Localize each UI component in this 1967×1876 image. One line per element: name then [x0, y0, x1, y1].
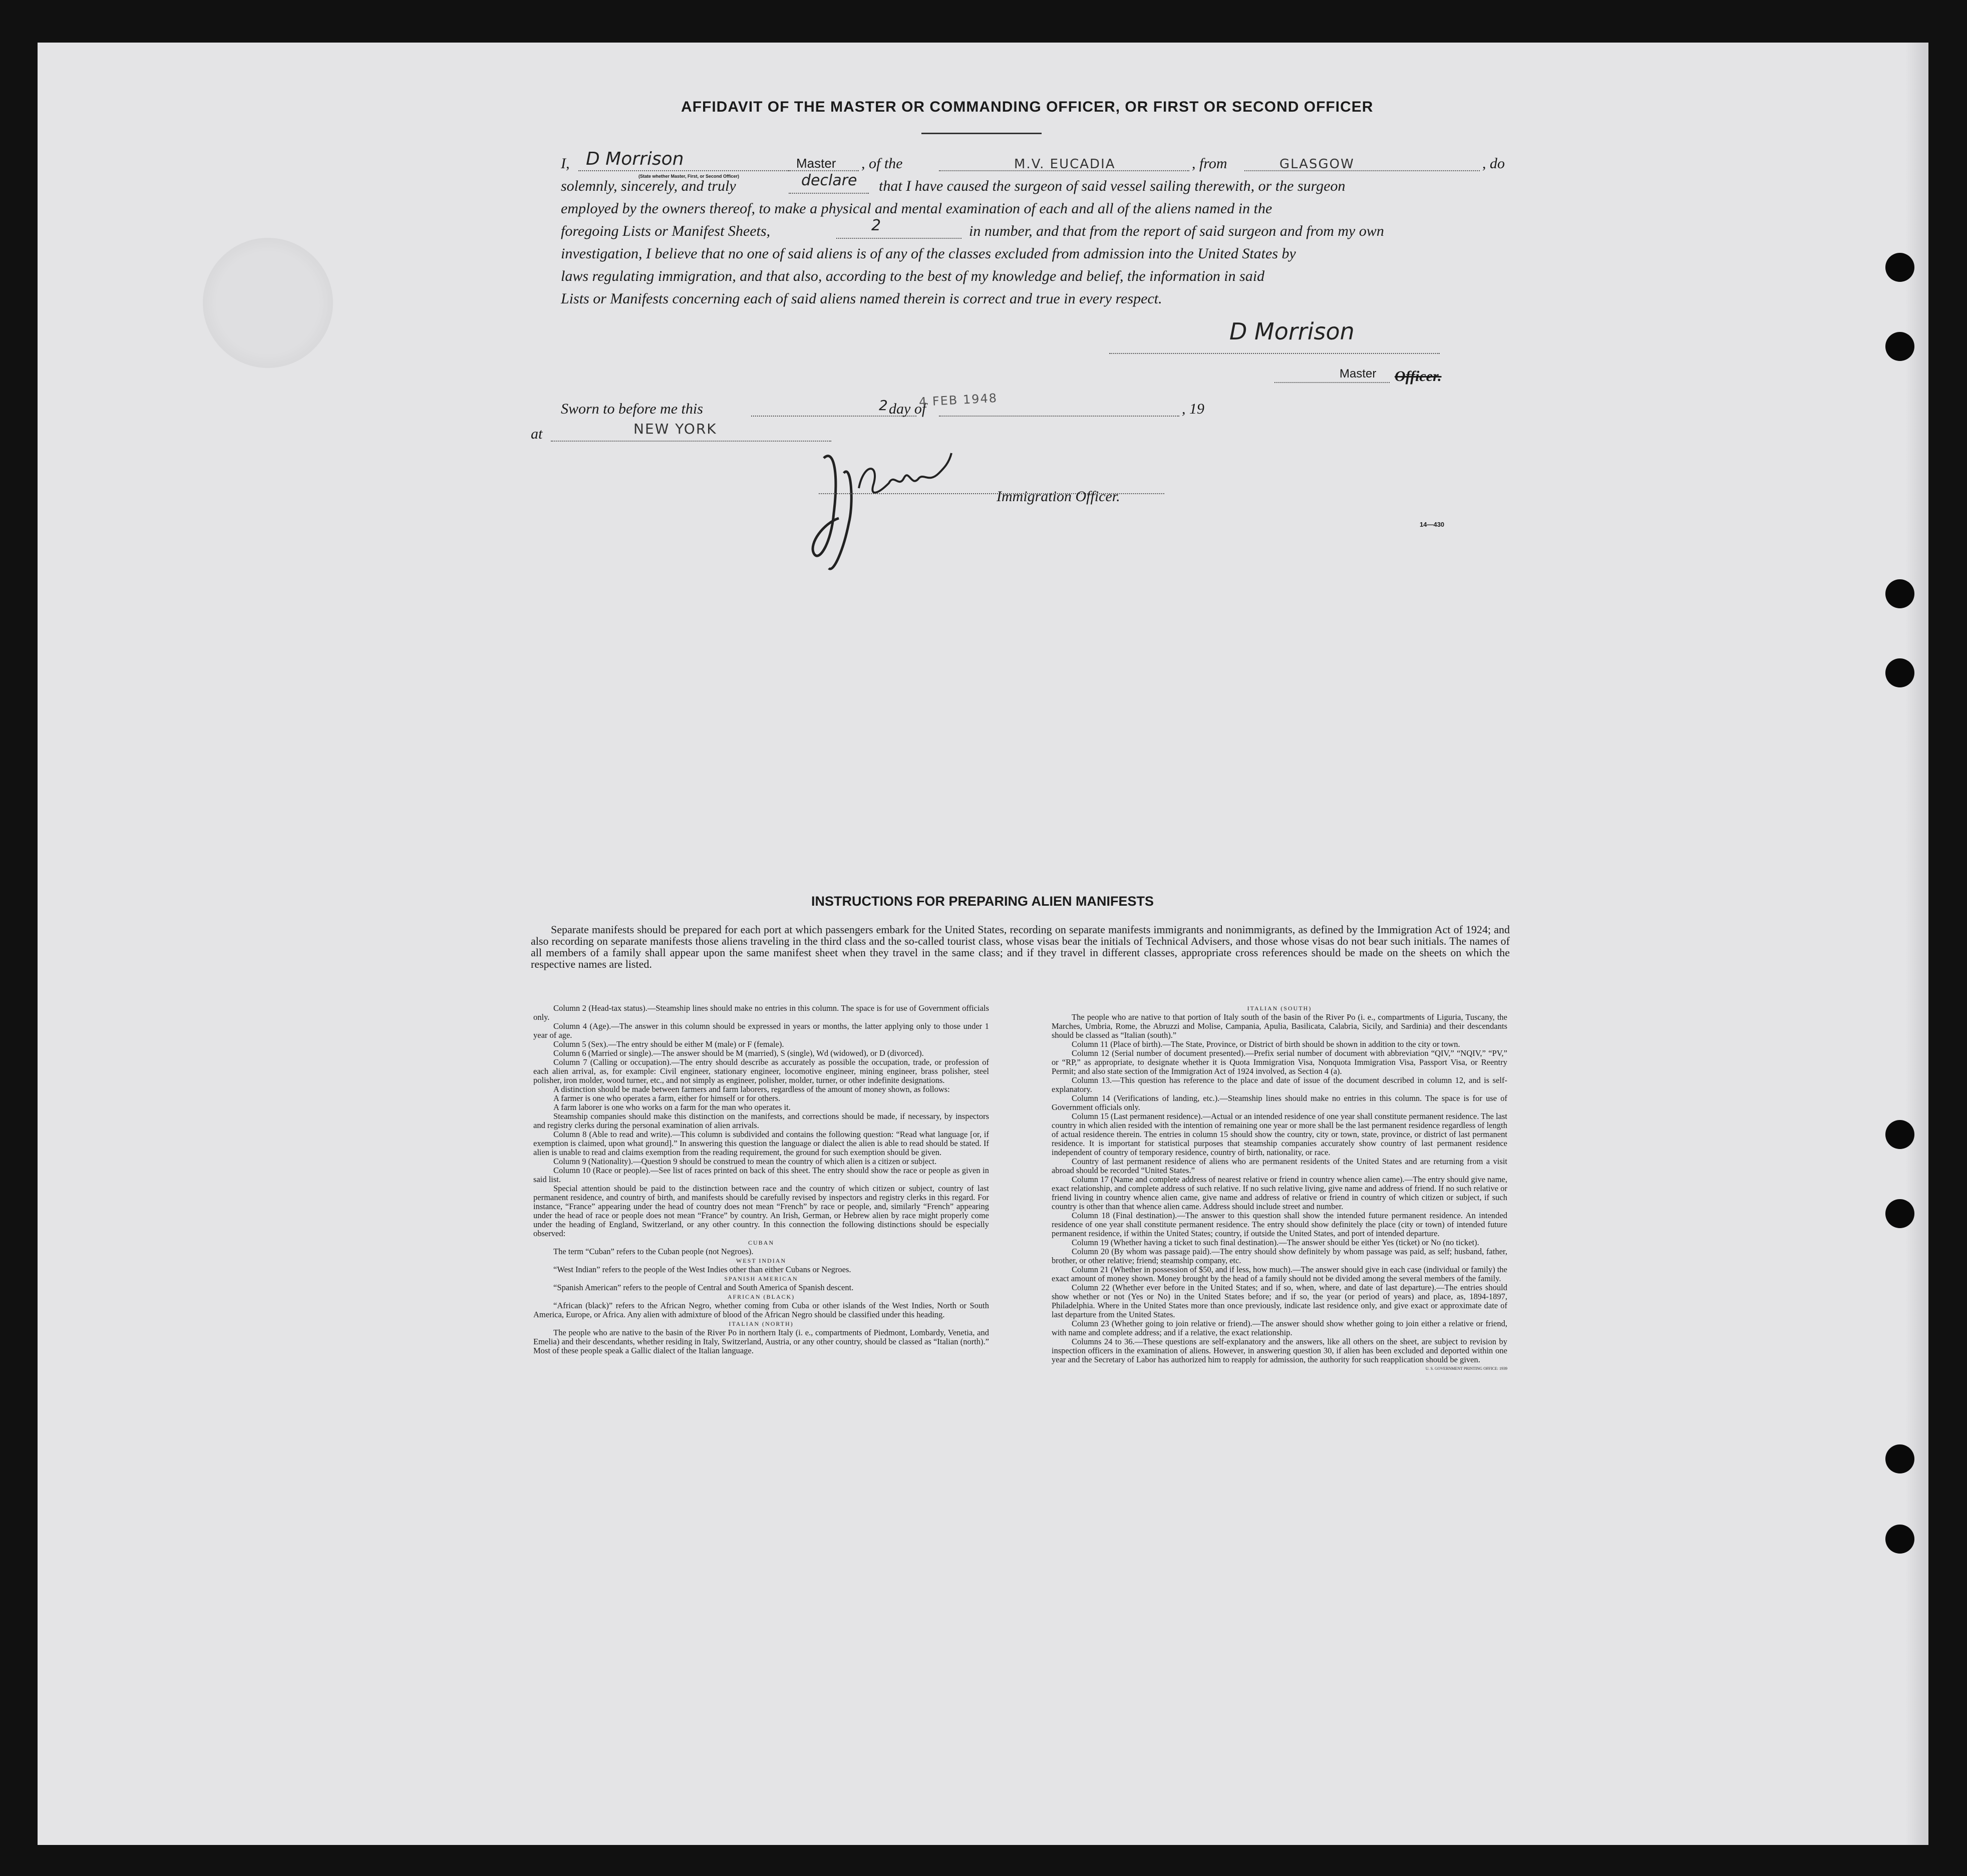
col13-instruction: Column 13.—This question has reference to the place and date of issue of the document described in column 12, and is self-explanatory. [1052, 1075, 1507, 1094]
col2-instruction: Column 2 (Head-tax status).—Steamship lines should make no entries in this column. The space is for use of Government officials only. [533, 1003, 989, 1022]
sworn-date-stamp: 4 FEB 1948 [918, 391, 998, 410]
sworn-day-field: 2 [879, 397, 888, 414]
signature-rank: Master [1340, 367, 1377, 381]
rank-line [789, 170, 859, 171]
line5-text: investigation, I believe that no one of said aliens is of any of the classes excluded from admission into the United States by [561, 245, 1296, 262]
col20-instruction: Column 20 (By whom was passage paid).—The entry should show definitely by whom passage was paid, as self; husband, father, brother, or other relative; friend; steamship company, etc. [1052, 1247, 1507, 1265]
italian-north-heading: ITALIAN (NORTH) [729, 1320, 794, 1327]
west-indian-heading: WEST INDIAN [736, 1257, 787, 1264]
african-text: “African (black)” refers to the African Negro, whether coming from Cuba or other islands of the West Indies, North or South America, Europe, or Africa. Any alien with admixture of blood of the African Negro should be classified under this heading. [533, 1301, 989, 1319]
at-label: at [531, 426, 543, 442]
place-line [551, 441, 831, 442]
officer-label: Officer. [1395, 368, 1442, 385]
of-the-label: , of the [861, 155, 903, 172]
sheet-count-field: 2 [871, 217, 881, 234]
from-label: , from [1192, 155, 1227, 172]
immigration-officer-signature-mark [804, 443, 974, 593]
vessel-field: M.V. EUCADIA [1014, 157, 1116, 172]
day-of-label: day of [889, 401, 926, 417]
col18-instruction: Column 18 (Final destination).—The answer to this question shall show the intended future permanent residence. An intended residence of one year shall constitute permanent residence. The entry should show definitely the place (city or town) of intended future permanent residence, if within the United States; country, if outside the United States, and port of intended departure. [1052, 1211, 1507, 1238]
col9-instruction: Column 9 (Nationality).—Question 9 should be construed to mean the country of which alien is a citizen or subject. [553, 1157, 937, 1166]
binder-hole [1885, 1525, 1914, 1554]
steamship-distinction: Steamship companies should make this distinction on the manifests, and corrections should be made, if necessary, by inspectors and registry clerks during the personal examination of alien arrivals. [533, 1111, 989, 1130]
immigration-officer-signature [819, 486, 869, 496]
line3-text: employed by the owners thereof, to make a physical and mental examination of each and all of the aliens named in the [561, 200, 1272, 217]
master-signature: D Morrison [1229, 318, 1355, 345]
binder-hole [1885, 1120, 1914, 1149]
binder-hole [1885, 1199, 1914, 1228]
instructions-title: INSTRUCTIONS FOR PREPARING ALIEN MANIFESTS [811, 894, 1154, 909]
binder-hole [1885, 658, 1914, 687]
binder-hole [1885, 1444, 1914, 1473]
italian-south-heading: ITALIAN (SOUTH) [1247, 1005, 1312, 1012]
col24-36-instruction: Columns 24 to 36.—These questions are self-explanatory and the answers, like all others on the sheet, are subject to revision by inspection officers in the examination of aliens. However, in answering question 30, if alien has been excluded and deported within one year and the Secretary of Labor has authorized him to reapply for admission, the authority for such reapplication should be given. [1052, 1337, 1507, 1364]
master-name-field: D Morrison [586, 149, 684, 169]
farm-laborer-definition: A farm laborer is one who works on a farm for the man who operates it. [553, 1102, 791, 1112]
col23-instruction: Column 23 (Whether going to join relative or friend).—The answer should show whether going to join either a relative or friend, with name and complete address; and if a relative, the exact relationship. [1052, 1319, 1507, 1337]
instructions-left-column [533, 1004, 989, 1355]
col5-instruction: Column 5 (Sex).—The entry should be either M (male) or F (female). [553, 1039, 784, 1049]
line2-text: that I have caused the surgeon of said vessel sailing therewith, or the surgeon [879, 178, 1346, 194]
col17-instruction: Column 17 (Name and complete address of nearest relative or friend in country whence alien came).—The entry should give name, exact relationship, and complete address of such relative. If no such relative living, give name and address of friend. If no such relative or friend living in country whence alien came, give name and address of relative or friend in country of which citizen or subject, if such country is other than that whence alien came. Address should include street and number. [1052, 1175, 1507, 1211]
col21-instruction: Column 21 (Whether in possession of $50, and if less, how much).—The answer should give in each case (individual or family) the exact amount of money shown. Money brought by the head of a family should not be divided among the several members of the family. [1052, 1265, 1507, 1283]
title-rule [921, 133, 1042, 134]
do-label: , do [1482, 155, 1505, 172]
col22-instruction: Column 22 (Whether ever before in the United States; and if so, when, where, and date of last departure).—The entries should show whether or not (Yes or No) in the United States before; and if so, the year (or period of years) and place, as, 1894-1897, Philadelphia. Where in the United States more than once previously, indicate last residence only, and give exact or approximate date of last departure from the United States. [1052, 1283, 1507, 1319]
race-country-note: Special attention should be paid to the distinction between race and the country of which citizen or subject, country of last permanent residence, and country of birth, and manifests should be carefully revised by inspectors and registry clerks in this regard. For instance, “France” appearing under the head of country does not mean “French” by race or people, and, similarly “French” appearing under the head of race or people does not mean “France” by country. An Irish, German, or Hebrew alien by race might properly come under the heading of England, Switzerland, or any other country. In this connection the following distinctions should be especially observed: [533, 1184, 989, 1238]
cuban-heading: CUBAN [748, 1239, 774, 1246]
farmer-definition: A farmer is one who operates a farm, either for himself or for others. [553, 1093, 781, 1103]
sworn-label: Sworn to before me this [561, 401, 703, 417]
line6-text: laws regulating immigration, and that also, according to the best of my knowledge and belief, the information in said [561, 268, 1265, 284]
col14-instruction: Column 14 (Verifications of landing, etc.).—Steamship lines should make no entries in this column. The space is for use of Government officials only. [1052, 1093, 1507, 1112]
form-number: 14—430 [1420, 521, 1445, 528]
rank-note: (State whether Master, First, or Second Officer) [638, 174, 740, 179]
port-from-field: GLASGOW [1279, 157, 1355, 172]
italian-south-text: The people who are native to that portion of Italy south of the basin of the River Po (i. e., compartments of Liguria, Tuscany, the Marches, Umbria, Rome, the Abruzzi and Molise, Campania, Apulia, Basilicata, Calabria, Sicily, and Sardinia) and their descendants should be classed as “Italian (south).” [1052, 1012, 1507, 1040]
embossed-seal [203, 238, 333, 368]
col7-instruction: Column 7 (Calling or occupation).—The entry should describe as accurately as possible the occupation, trade, or profession of each alien arrival, as, for example: Civil engineer, stationary engineer, locomotive engineer, mining engineer, brass polisher, steel polisher, iron molder, wood turner, etc., and not simply as engineer, polisher, molder, turner, or other indefinite designations. [533, 1057, 989, 1085]
page-edge-shadow [1905, 43, 1925, 1845]
immigration-officer-label: Immigration Officer. [997, 488, 1120, 505]
line4-start: foregoing Lists or Manifest Sheets, [561, 223, 771, 239]
col10-instruction: Column 10 (Race or people).—See list of races printed on back of this sheet. The entry should show the race or people as given in said list. [533, 1166, 989, 1184]
spanish-american-text: “Spanish American” refers to the people of Central and South America of Spanish descent. [553, 1283, 854, 1292]
binder-hole [1885, 253, 1914, 282]
affidavit-title: AFFIDAVIT OF THE MASTER OR COMMANDING OFFICER, OR FIRST OR SECOND OFFICER [681, 99, 1374, 115]
african-heading: AFRICAN (BLACK) [727, 1293, 795, 1300]
sworn-place-field: NEW YORK [633, 421, 717, 437]
master-name-line [578, 170, 789, 171]
col11-instruction: Column 11 (Place of birth).—The State, Province, or District of birth should be shown in addition to the city or town. [1072, 1039, 1460, 1049]
cuban-text: The term “Cuban” refers to the Cuban people (not Negroes). [553, 1247, 754, 1256]
line7-text: Lists or Manifests concerning each of said aliens named therein is correct and true in every respect. [561, 290, 1162, 307]
sheet-count-line [836, 238, 961, 239]
instructions-intro: Separate manifests should be prepared for each port at which passengers embark for the United States, recording on separate manifests immigrants and nonimmigrants, as defined by the Immigration Act of 1924; and also recording on separate manifests those aliens traveling in the third class and the so-called tourist class, whose visas bear the initials of Technical Advisers, and those whose visas do not bear such initials. The names of all members of a family shall appear upon the same manifest sheet when they travel in the same class; and if they travel in different classes, appropriate cross references should be made on the sheets on which the respective names are listed. [531, 923, 1510, 970]
printer-imprint: U. S. GOVERNMENT PRINTING OFFICE: 1939 [1425, 1366, 1507, 1371]
rank-field: Master [796, 156, 836, 171]
master-signature-line [1109, 353, 1440, 354]
col6-instruction: Column 6 (Married or single).—The answer should be M (married), S (single), Wd (widowed), or D (divorced). [553, 1048, 924, 1058]
year-prefix: , 19 [1182, 401, 1204, 417]
binder-hole [1885, 579, 1914, 608]
line4-end: in number, and that from the report of said surgeon and from my own [969, 223, 1384, 239]
solemnly-label: solemnly, sincerely, and truly [561, 178, 736, 194]
signature-rank-line [1274, 382, 1390, 383]
sworn-month-line [939, 416, 1179, 417]
i-label: I, [561, 155, 570, 172]
col12-instruction: Column 12 (Serial number of document presented).—Prefix serial number of document with abbreviation “QIV,” “NQIV,” “PV,” or “RP,” as appropriate, to designate whether it is Quota Immigration Visa, Nonquota Immigration Visa, Passport Visa, or Reentry Permit; and also state section of the Immigration Act of 1924 involved, as Section 4 (a). [1052, 1048, 1507, 1076]
binder-hole [1885, 332, 1914, 361]
manifest-sheet [38, 43, 1928, 1845]
instructions-right-column [1052, 1004, 1507, 1373]
swear-word: declare [801, 172, 857, 189]
col15-returning-note: Country of last permanent residence of aliens who are permanent residents of the United States and are returning from a visit abroad should be recorded “United States.” [1052, 1157, 1507, 1175]
farmer-distinction: A distinction should be made between farmers and farm laborers, regardless of the amount of money shown, as follows: [553, 1084, 950, 1094]
spanish-american-heading: SPANISH AMERICAN [724, 1275, 798, 1282]
col19-instruction: Column 19 (Whether having a ticket to such final destination).—The answer should be either Yes (ticket) or No (no ticket). [1072, 1238, 1479, 1247]
swear-line [789, 193, 869, 194]
col8-instruction: Column 8 (Able to read and write).—This column is subdivided and contains the following question: “Read what language [or, if exemption is claimed, upon what ground].” In answering this question the language or dialect the alien is able to read should be stated. If alien is unable to read and claims exemption from the reading requirement, the ground for such exemption should be given. [533, 1130, 989, 1157]
col15-instruction: Column 15 (Last permanent residence).—Actual or an intended residence of one year shall constitute permanent residence. The last country in which alien resided with the intention of remaining one year or more shall be the last permanent residence regardless of length of actual residence therein. The entries in column 15 should show the country, city or town, state, province, or district of last permanent residence. It is important for statistical purposes that steamship companies accurately show country of last permanent residence independent of country of temporary residence, country of birth, nationality, or race. [1052, 1111, 1507, 1157]
west-indian-text: “West Indian” refers to the people of the West Indies other than either Cubans or Negroes. [553, 1265, 851, 1274]
italian-north-text: The people who are native to the basin of the River Po in northern Italy (i. e., compartments of Piedmont, Lombardy, Venetia, and Emelia) and their descendants, whether residing in Italy, Switzerland, Austria, or any other country, should be classed as “Italian (north).” Most of these people speak a Gallic dialect of the Italian language. [533, 1328, 989, 1355]
col4-instruction: Column 4 (Age).—The answer in this column should be expressed in years or months, the latter applying only to those under 1 year of age. [533, 1021, 989, 1040]
